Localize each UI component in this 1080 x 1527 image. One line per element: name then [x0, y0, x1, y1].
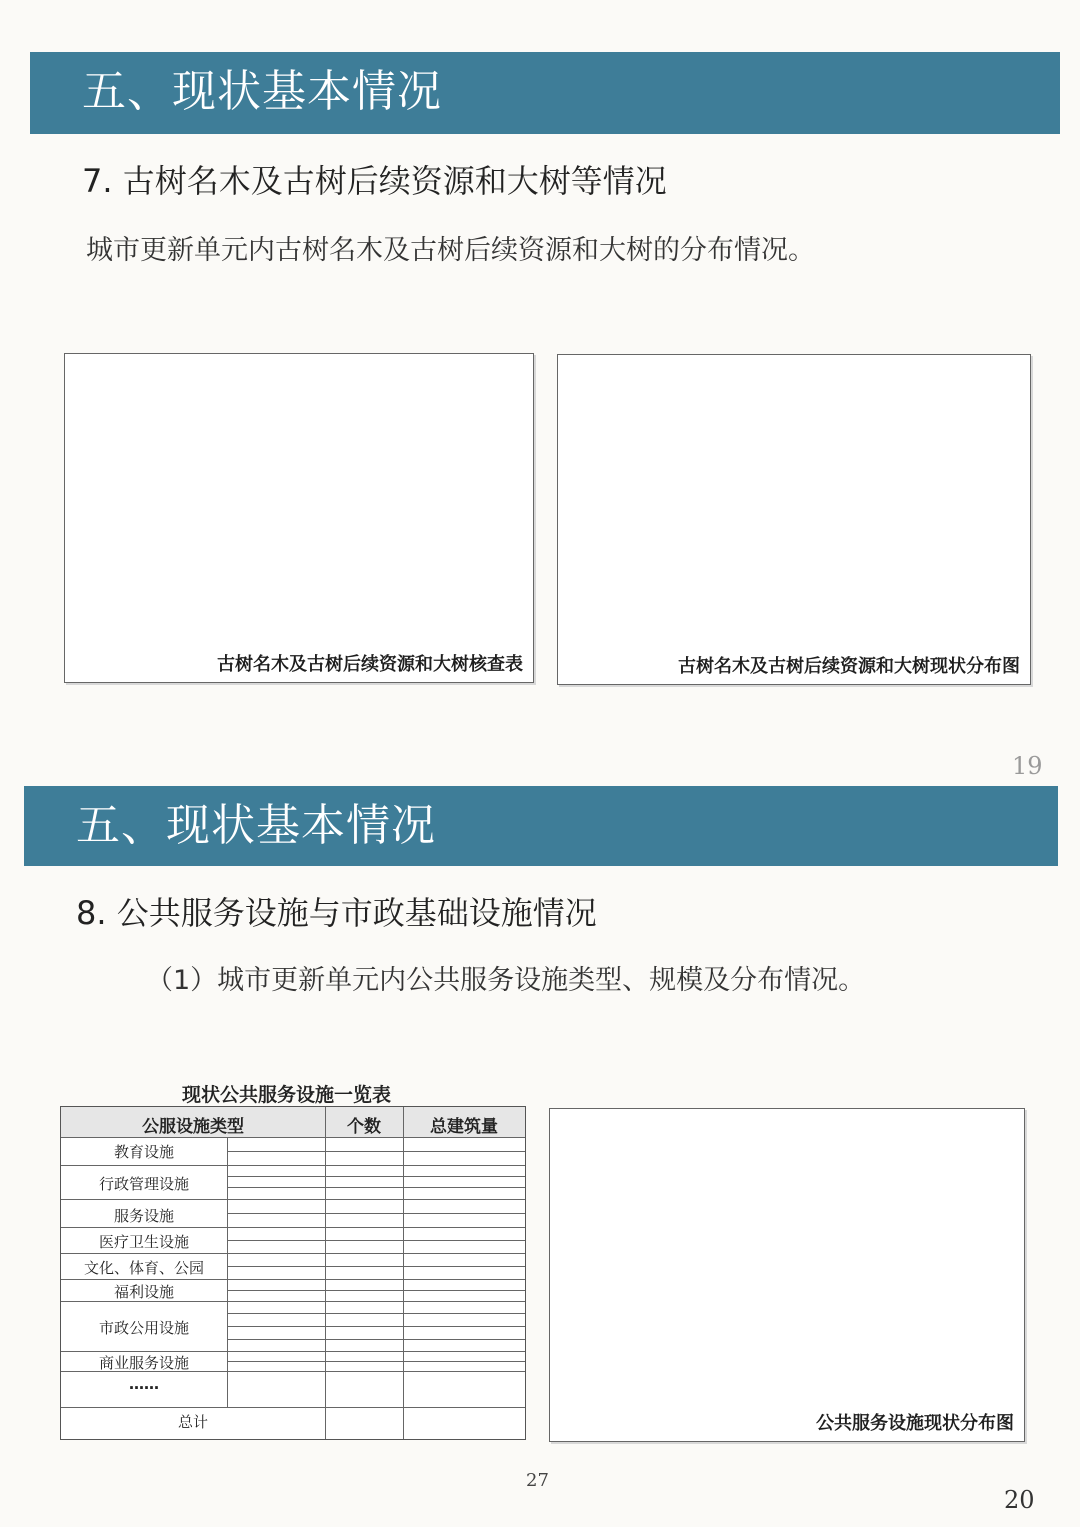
figure-frame-survey-table [64, 353, 534, 683]
table-row-label: 医疗卫生设施 [98, 1233, 189, 1251]
table-row-label: 市政公用设施 [98, 1319, 189, 1337]
table-hline [61, 1407, 525, 1408]
figure-caption-tree-map: 古树名木及古树后续资源和大树现状分布图 [678, 656, 1020, 677]
table-subline [227, 1176, 525, 1177]
section-banner-top: 五、现状基本情况 [30, 52, 1060, 134]
table-subline [227, 1290, 525, 1291]
table-hline [61, 1253, 525, 1254]
table-vline [403, 1107, 404, 1439]
figure-frame-tree-map [557, 354, 1031, 685]
figure-caption-facility-map: 公共服务设施现状分布图 [816, 1413, 1014, 1434]
table-subline [227, 1151, 525, 1152]
table-hline [61, 1137, 525, 1138]
table-subline [227, 1266, 525, 1267]
table-hline [61, 1165, 525, 1166]
table-header-area: 总建筑量 [430, 1117, 498, 1137]
table-vline [227, 1137, 228, 1407]
facilities-table [60, 1106, 526, 1440]
table-hline [61, 1199, 525, 1200]
figure-caption-survey-table: 古树名木及古树后续资源和大树核查表 [217, 654, 523, 675]
folio-27: 27 [526, 1470, 549, 1491]
page-number-19: 19 [1012, 752, 1043, 780]
page-number-20: 20 [1004, 1486, 1035, 1514]
table-subline [227, 1213, 525, 1214]
table-subline [227, 1313, 525, 1314]
table-row-label: 行政管理设施 [98, 1175, 189, 1193]
table-total-label: 总计 [177, 1413, 208, 1431]
table-vline [325, 1107, 326, 1439]
table-title: 现状公共服务设施一览表 [182, 1084, 392, 1106]
table-row-label: 教育设施 [113, 1143, 174, 1161]
table-header-count: 个数 [347, 1117, 381, 1137]
section-title-8: 8. 公共服务设施与市政基础设施情况 [76, 894, 597, 932]
table-hline [61, 1279, 525, 1280]
table-header-type: 公服设施类型 [142, 1117, 244, 1137]
table-subline [227, 1339, 525, 1340]
section-title-7: 7. 古树名木及古树后续资源和大树等情况 [82, 162, 667, 200]
body-text-8: （1）城市更新单元内公共服务设施类型、规模及分布情况。 [146, 965, 866, 996]
table-subline [227, 1326, 525, 1327]
table-subline [227, 1187, 525, 1188]
table-row-label: 文化、体育、公园 [83, 1259, 204, 1277]
table-hline [61, 1227, 525, 1228]
table-row-label: 商业服务设施 [98, 1354, 189, 1372]
table-subline [227, 1240, 525, 1241]
table-row-label: …… [129, 1375, 159, 1393]
table-subline [227, 1361, 525, 1362]
table-row-label: 福利设施 [113, 1283, 174, 1301]
body-text-7: 城市更新单元内古树名木及古树后续资源和大树的分布情况。 [86, 235, 815, 266]
table-row-label: 服务设施 [113, 1207, 174, 1225]
figure-frame-facility-map [549, 1108, 1025, 1442]
section-banner-bottom: 五、现状基本情况 [24, 786, 1058, 866]
